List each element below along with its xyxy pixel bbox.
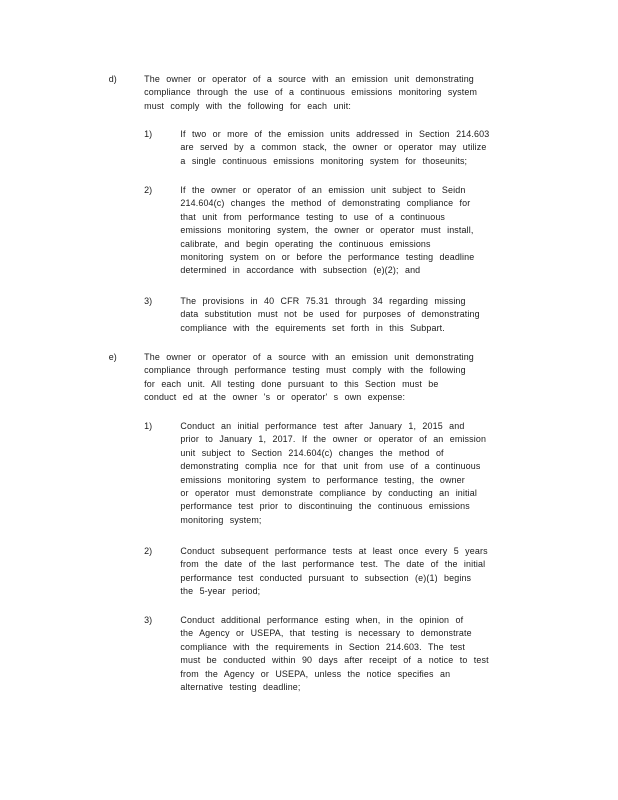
item-paragraph: [180, 614, 488, 694]
text-line: demonstrating complia nce for that unit from use of a continuous: [180, 461, 481, 473]
item-paragraph: [180, 420, 486, 527]
text-line: or operator must demonstrate compliance by conducting an initial: [180, 488, 478, 500]
text-line: conduct ed at the owner 's or operator' s own expense:: [144, 392, 406, 404]
text-line: performance test conducted pursuant to subsection (e)(1) begins: [180, 572, 472, 584]
text-line: The owner or operator of a source with an emission unit demonstrating: [144, 352, 474, 363]
text-line: The provisions in 40 CFR 75.31 through 34 regarding missing: [180, 296, 466, 307]
text-line: emissions monitoring system, the owner or operator must install,: [180, 225, 474, 237]
item-label: 2): [144, 546, 153, 557]
section-paragraph: [144, 351, 474, 405]
text-line: Conduct an initial performance test after January 1, 2015 and: [180, 421, 465, 432]
text-line: prior to January 1, 2017. If the owner or operator of an emission: [180, 434, 487, 446]
text-line: from the date of the last performance test. The date of the initial: [180, 559, 486, 571]
text-line: are served by a common stack, the owner or operator may utilize: [180, 142, 487, 154]
text-line: alternative testing deadline;: [180, 682, 301, 694]
text-line: Conduct subsequent performance tests at least once every 5 years: [180, 546, 488, 557]
text-line: If two or more of the emission units addressed in Section 214.603: [180, 129, 490, 140]
item-label: 1): [144, 129, 153, 140]
item-paragraph: [180, 545, 487, 599]
text-line: emissions monitoring system to performance testing, the owner: [180, 474, 465, 486]
item-label: 3): [144, 296, 153, 307]
text-line: the 5-year period;: [180, 586, 261, 598]
text-line: monitoring system;: [180, 514, 262, 526]
text-line: data substitution must not be used for purposes of demonstrating: [180, 309, 480, 321]
text-line: If the owner or operator of an emission unit subject to Seidn: [180, 185, 466, 196]
item-paragraph: [180, 128, 489, 168]
section-label: e): [108, 352, 117, 363]
text-line: compliance with the requirements in Section 214.603. The test: [180, 641, 466, 653]
text-line: compliance with the equirements set forth in this Subpart.: [180, 322, 445, 334]
text-line: 214.604(c) changes the method of demonstrating compliance for: [180, 198, 471, 210]
text-line: performance test prior to discontinuing the continuous emissions: [180, 501, 470, 513]
text-line: calibrate, and begin operating the continuous emissions: [180, 238, 431, 250]
item-label: 1): [144, 421, 153, 432]
item-paragraph: [180, 295, 479, 335]
text-line: Conduct additional performance esting when, in the opinion of: [180, 615, 464, 626]
text-line: compliance through performance testing must comply with the following: [144, 365, 466, 377]
text-line: the Agency or USEPA, that testing is necessary to demonstrate: [180, 628, 472, 640]
text-line: unit subject to Section 214.604(c) changes the method of: [180, 447, 444, 459]
item-paragraph: [180, 184, 474, 278]
section-label: d): [108, 74, 117, 85]
text-line: The owner or operator of a source with an emission unit demonstrating: [144, 74, 474, 85]
text-line: from the Agency or USEPA, unless the notice specifies an: [180, 668, 451, 680]
text-line: must be conducted within 90 days after receipt of a notice to test: [180, 655, 489, 667]
text-line: for each unit. All testing done pursuant to this Section must be: [144, 378, 439, 390]
text-line: compliance through the use of a continuous emissions monitoring system: [144, 87, 478, 99]
text-line: must comply with the following for each unit:: [144, 100, 352, 112]
item-label: 3): [144, 615, 153, 626]
text-line: determined in accordance with subsection (e)(2); and: [180, 265, 421, 277]
text-line: that unit from performance testing to use of a continuous: [180, 211, 446, 223]
text-line: a single continuous emissions monitoring system for thoseunits;: [180, 155, 468, 167]
section-paragraph: [144, 73, 477, 113]
item-label: 2): [144, 185, 153, 196]
text-line: monitoring system on or before the performance testing deadline: [180, 252, 475, 264]
